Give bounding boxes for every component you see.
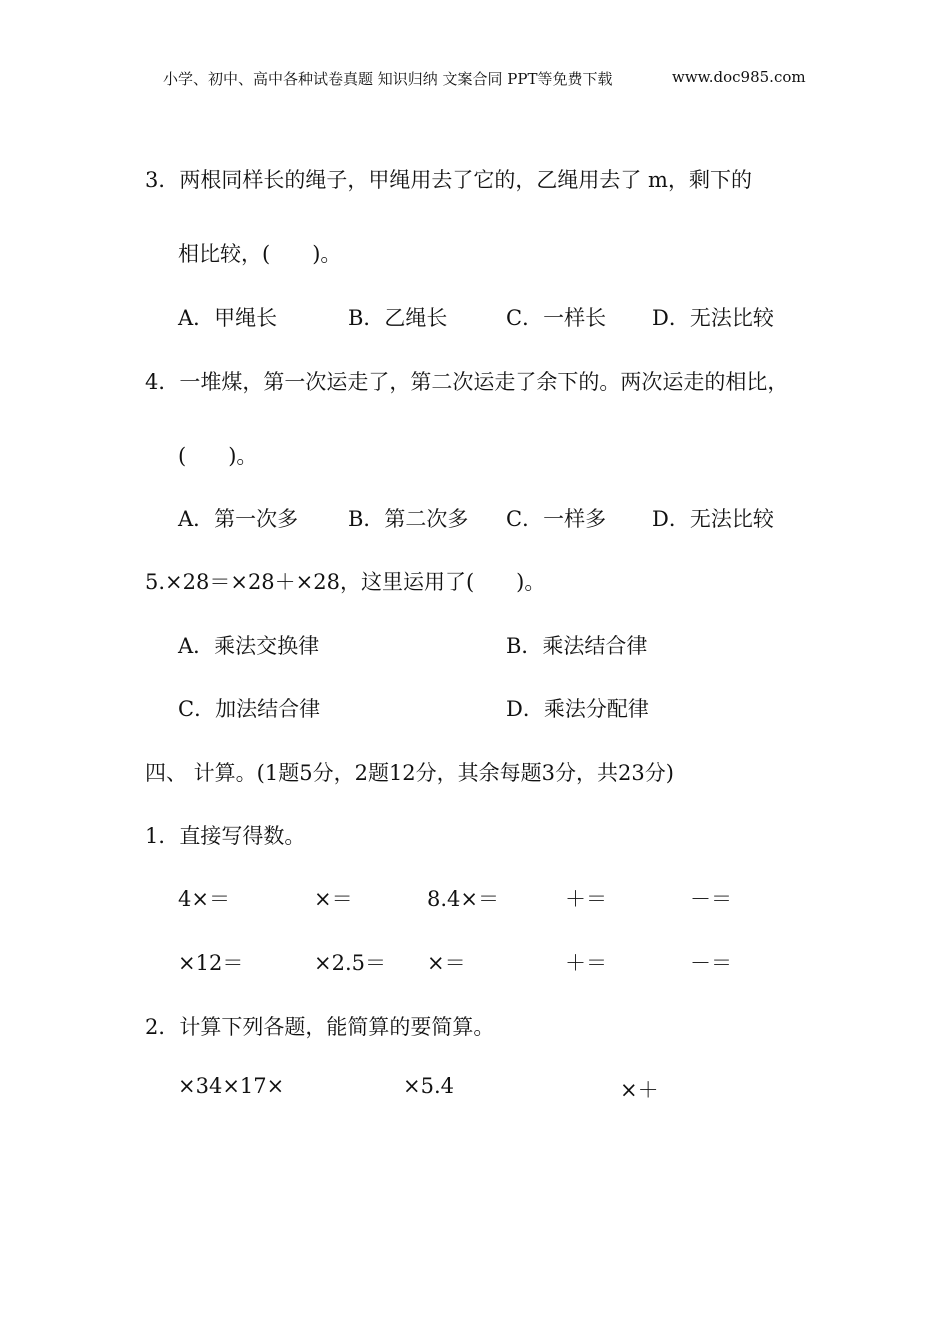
question-5-stem: 5.×28＝×28＋×28，这里运用了( )。 [145, 570, 546, 594]
calc-1-r2-c2: ×2.5＝ [314, 951, 386, 975]
calc-1-r2-c5: －＝ [690, 951, 732, 975]
question-3-stem-cont: 相比较，( )。 [178, 242, 342, 266]
q5-option-d: D．乘法分配律 [506, 697, 649, 721]
q5-option-a: A．乘法交换律 [178, 634, 320, 658]
section-4-heading: 四、 计算。(1题5分，2题12分，其余每题3分，共23分) [145, 761, 674, 785]
q4-option-d: D．无法比较 [652, 507, 774, 531]
calc-2-item-2: ×5.4 [403, 1074, 454, 1098]
q4-option-c: C．一样多 [506, 507, 607, 531]
q5-option-c: C．加法结合律 [178, 697, 321, 721]
question-4-stem-cont: ( )。 [178, 444, 258, 468]
calc-1-r1-c1: 4×＝ [178, 887, 230, 911]
header-website: www.doc985.com [672, 68, 806, 86]
calc-2-title: 2．计算下列各题，能简算的要简算。 [145, 1015, 495, 1039]
calc-1-r2-c3: ×＝ [427, 951, 466, 975]
calc-1-r1-c5: －＝ [690, 887, 732, 911]
header-left-text: 小学、初中、高中各种试卷真题 知识归纳 文案合同 PPT等免费下载 [163, 70, 613, 88]
calc-1-r1-c4: ＋＝ [565, 887, 607, 911]
calc-1-r2-c1: ×12＝ [178, 951, 244, 975]
q4-option-a: A．第一次多 [178, 507, 299, 531]
question-4-stem: 4．一堆煤，第一次运走了，第二次运走了余下的。两次运走的相比， [145, 370, 789, 394]
q5-option-b: B．乘法结合律 [506, 634, 648, 658]
q3-option-b: B．乙绳长 [348, 306, 448, 330]
calc-1-title: 1．直接写得数。 [145, 824, 306, 848]
calc-1-r2-c4: ＋＝ [565, 951, 607, 975]
question-3-stem: 3．两根同样长的绳子，甲绳用去了它的，乙绳用去了 m，剩下的 [145, 168, 752, 192]
q3-option-d: D．无法比较 [652, 306, 774, 330]
calc-1-r1-c3: 8.4×＝ [427, 887, 499, 911]
q3-option-c: C．一样长 [506, 306, 607, 330]
calc-1-r1-c2: ×＝ [314, 887, 353, 911]
q4-option-b: B．第二次多 [348, 507, 469, 531]
calc-2-item-3: ×＋ [620, 1078, 659, 1102]
q3-option-a: A．甲绳长 [178, 306, 278, 330]
calc-2-item-1: ×34×17× [178, 1074, 285, 1098]
